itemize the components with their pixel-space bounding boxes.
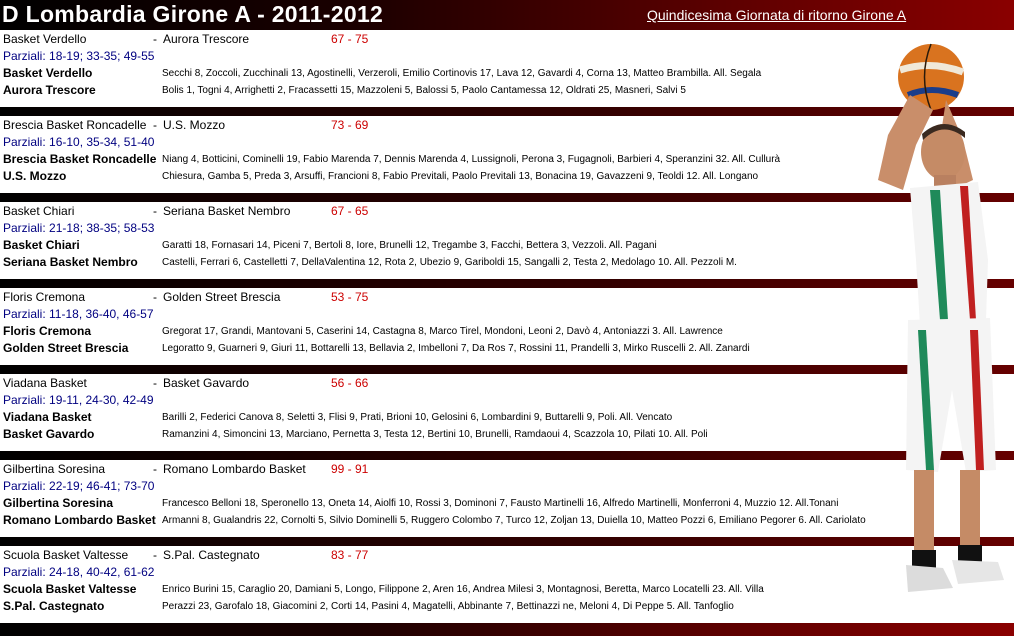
home-team-name: Basket Chiari bbox=[3, 204, 75, 218]
away-team-name: Basket Gavardo bbox=[163, 376, 250, 390]
partial-scores: Parziali: 24-18, 40-42, 61-62 bbox=[3, 565, 155, 579]
separator-dash: - bbox=[153, 548, 157, 562]
home-players: Secchi 8, Zoccoli, Zucchinali 13, Agostinelli, Verzeroli, Emilio Cortinovis 17, Lava 12, Gavardi 4, Corna 13, Matteo Brambilla. All. Segala bbox=[162, 68, 762, 79]
separator-dash: - bbox=[153, 32, 157, 46]
away-team-label: Golden Street Brescia bbox=[3, 341, 129, 355]
away-players: Ramanzini 4, Simoncini 13, Marciano, Pernetta 3, Testa 12, Bertini 10, Brunelli, Ramdaoui 4, Scazzola 10, Pilati 10. All. Poli bbox=[162, 429, 708, 440]
final-score: 53 - 75 bbox=[331, 290, 369, 304]
away-players: Chiesura, Gamba 5, Preda 3, Arsuffi, Francioni 8, Fabio Previtali, Paolo Previtali 13, Bonacina 19, Gavazzeni 9, Teoldi 12. All. Longano bbox=[162, 171, 759, 182]
away-team-label: Romano Lombardo Basket bbox=[3, 513, 156, 527]
player-photo bbox=[848, 40, 1014, 610]
away-team-name: Romano Lombardo Basket bbox=[163, 462, 306, 476]
home-team-label: Scuola Basket Valtesse bbox=[3, 582, 137, 596]
home-players: Gregorat 17, Grandi, Mantovani 5, Caserini 14, Castagna 8, Marco Tirel, Mondoni, Leoni 2, Davò 4, Antoniazzi 3. All. Lawrence bbox=[162, 326, 723, 337]
away-team-name: Aurora Trescore bbox=[163, 32, 250, 46]
away-team-label: U.S. Mozzo bbox=[3, 169, 67, 183]
home-players: Enrico Burini 15, Caraglio 20, Damiani 5, Longo, Filippone 2, Aren 16, Andrea Milesi 3, Montagnosi, Beretta, Marco Locatelli 23. All. Villa bbox=[162, 584, 764, 595]
partial-scores: Parziali: 11-18, 36-40, 46-57 bbox=[3, 307, 154, 321]
home-team-name: Basket Verdello bbox=[3, 32, 87, 46]
header bbox=[0, 0, 1014, 30]
home-team-label: Basket Chiari bbox=[3, 238, 80, 252]
home-team-label: Basket Verdello bbox=[3, 66, 93, 80]
round-link[interactable]: Quindicesima Giornata di ritorno Girone A bbox=[647, 7, 907, 23]
partial-scores: Parziali: 16-10, 35-34, 51-40 bbox=[3, 135, 155, 149]
away-players: Legoratto 9, Guarneri 9, Giuri 11, Bottarelli 13, Bellavia 2, Imbelloni 7, Da Ros 7, Rossini 11, Prandelli 3, Mirko Ruscelli 2. All. Zanardi bbox=[162, 343, 750, 354]
away-team-label: Seriana Basket Nembro bbox=[3, 255, 138, 269]
away-team-name: U.S. Mozzo bbox=[163, 118, 226, 132]
away-team-label: Basket Gavardo bbox=[3, 427, 95, 441]
away-players: Bolis 1, Togni 4, Arrighetti 2, Fracassetti 15, Mazzoleni 5, Balossi 5, Paolo Cantamessa 12, Oldrati 25, Masneri, Salvi 5 bbox=[162, 85, 686, 96]
separator-dash: - bbox=[153, 462, 157, 476]
partial-scores: Parziali: 22-19; 46-41; 73-70 bbox=[3, 479, 155, 493]
final-score: 56 - 66 bbox=[331, 376, 369, 390]
away-team-name: Seriana Basket Nembro bbox=[163, 204, 291, 218]
away-team-label: S.Pal. Castegnato bbox=[3, 599, 105, 613]
partial-scores: Parziali: 21-18; 38-35; 58-53 bbox=[3, 221, 155, 235]
home-team-name: Brescia Basket Roncadelle bbox=[3, 118, 147, 132]
separator-dash: - bbox=[153, 376, 157, 390]
final-score: 73 - 69 bbox=[331, 118, 369, 132]
home-players: Barilli 2, Federici Canova 8, Seletti 3, Flisi 9, Prati, Brioni 10, Gelosini 6, Lombardini 9, Buttarelli 9, Poli. All. Vencato bbox=[162, 412, 673, 423]
partial-scores: Parziali: 18-19; 33-35; 49-55 bbox=[3, 49, 155, 63]
separator-dash: - bbox=[153, 118, 157, 132]
away-team-name: Golden Street Brescia bbox=[163, 290, 281, 304]
away-players: Perazzi 23, Garofalo 18, Giacomini 2, Corti 14, Pasini 4, Magatelli, Abbinante 7, Bettinazzi ne, Meloni 4, Di Peppe 5. All. Tanfoglio bbox=[162, 601, 734, 612]
home-players: Francesco Belloni 18, Speronello 13, Oneta 14, Aiolfi 10, Rossi 3, Dominoni 7, Fausto Martinelli 16, Alfredo Martinelli, Monferroni 4, Muzzio 12. All.Tonani bbox=[162, 498, 839, 509]
separator-dash: - bbox=[153, 290, 157, 304]
away-players: Armanni 8, Gualandris 22, Cornolti 5, Silvio Dominelli 5, Ruggero Colombo 7, Turco 12, Zoljan 13, Duiella 10, Matteo Pozzi 6, Emiliano Pegorer 6. All. Cariolato bbox=[162, 515, 866, 526]
final-score: 67 - 65 bbox=[331, 204, 369, 218]
final-score: 99 - 91 bbox=[331, 462, 369, 476]
home-team-label: Brescia Basket Roncadelle bbox=[3, 152, 157, 166]
final-score: 83 - 77 bbox=[331, 548, 369, 562]
home-team-label: Gilbertina Soresina bbox=[3, 496, 114, 510]
page-title: D Lombardia Girone A - 2011-2012 bbox=[2, 1, 384, 27]
home-players: Niang 4, Botticini, Cominelli 19, Fabio Marenda 7, Dennis Marenda 4, Lussignoli, Perona 3, Fugagnoli, Barbieri 4, Speranzini 32. All. Cullurà bbox=[162, 154, 781, 165]
home-team-label: Viadana Basket bbox=[3, 410, 92, 424]
home-team-name: Viadana Basket bbox=[3, 376, 87, 390]
separator-dash: - bbox=[153, 204, 157, 218]
home-team-name: Floris Cremona bbox=[3, 290, 86, 304]
final-score: 67 - 75 bbox=[331, 32, 369, 46]
home-team-name: Scuola Basket Valtesse bbox=[3, 548, 129, 562]
away-players: Castelli, Ferrari 6, Castelletti 7, DellaValentina 12, Rota 2, Ubezio 9, Gariboldi 15, Sangalli 2, Testa 2, Medolago 10. All. Pezzoli M. bbox=[162, 257, 737, 268]
partial-scores: Parziali: 19-11, 24-30, 42-49 bbox=[3, 393, 154, 407]
away-team-name: S.Pal. Castegnato bbox=[163, 548, 260, 562]
away-team-label: Aurora Trescore bbox=[3, 83, 96, 97]
home-players: Garatti 18, Fornasari 14, Piceni 7, Bertoli 8, Iore, Brunelli 12, Tregambe 3, Facchi, Bettera 3, Vezzoli. All. Pagani bbox=[162, 240, 657, 251]
home-team-name: Gilbertina Soresina bbox=[3, 462, 106, 476]
home-team-label: Floris Cremona bbox=[3, 324, 92, 338]
